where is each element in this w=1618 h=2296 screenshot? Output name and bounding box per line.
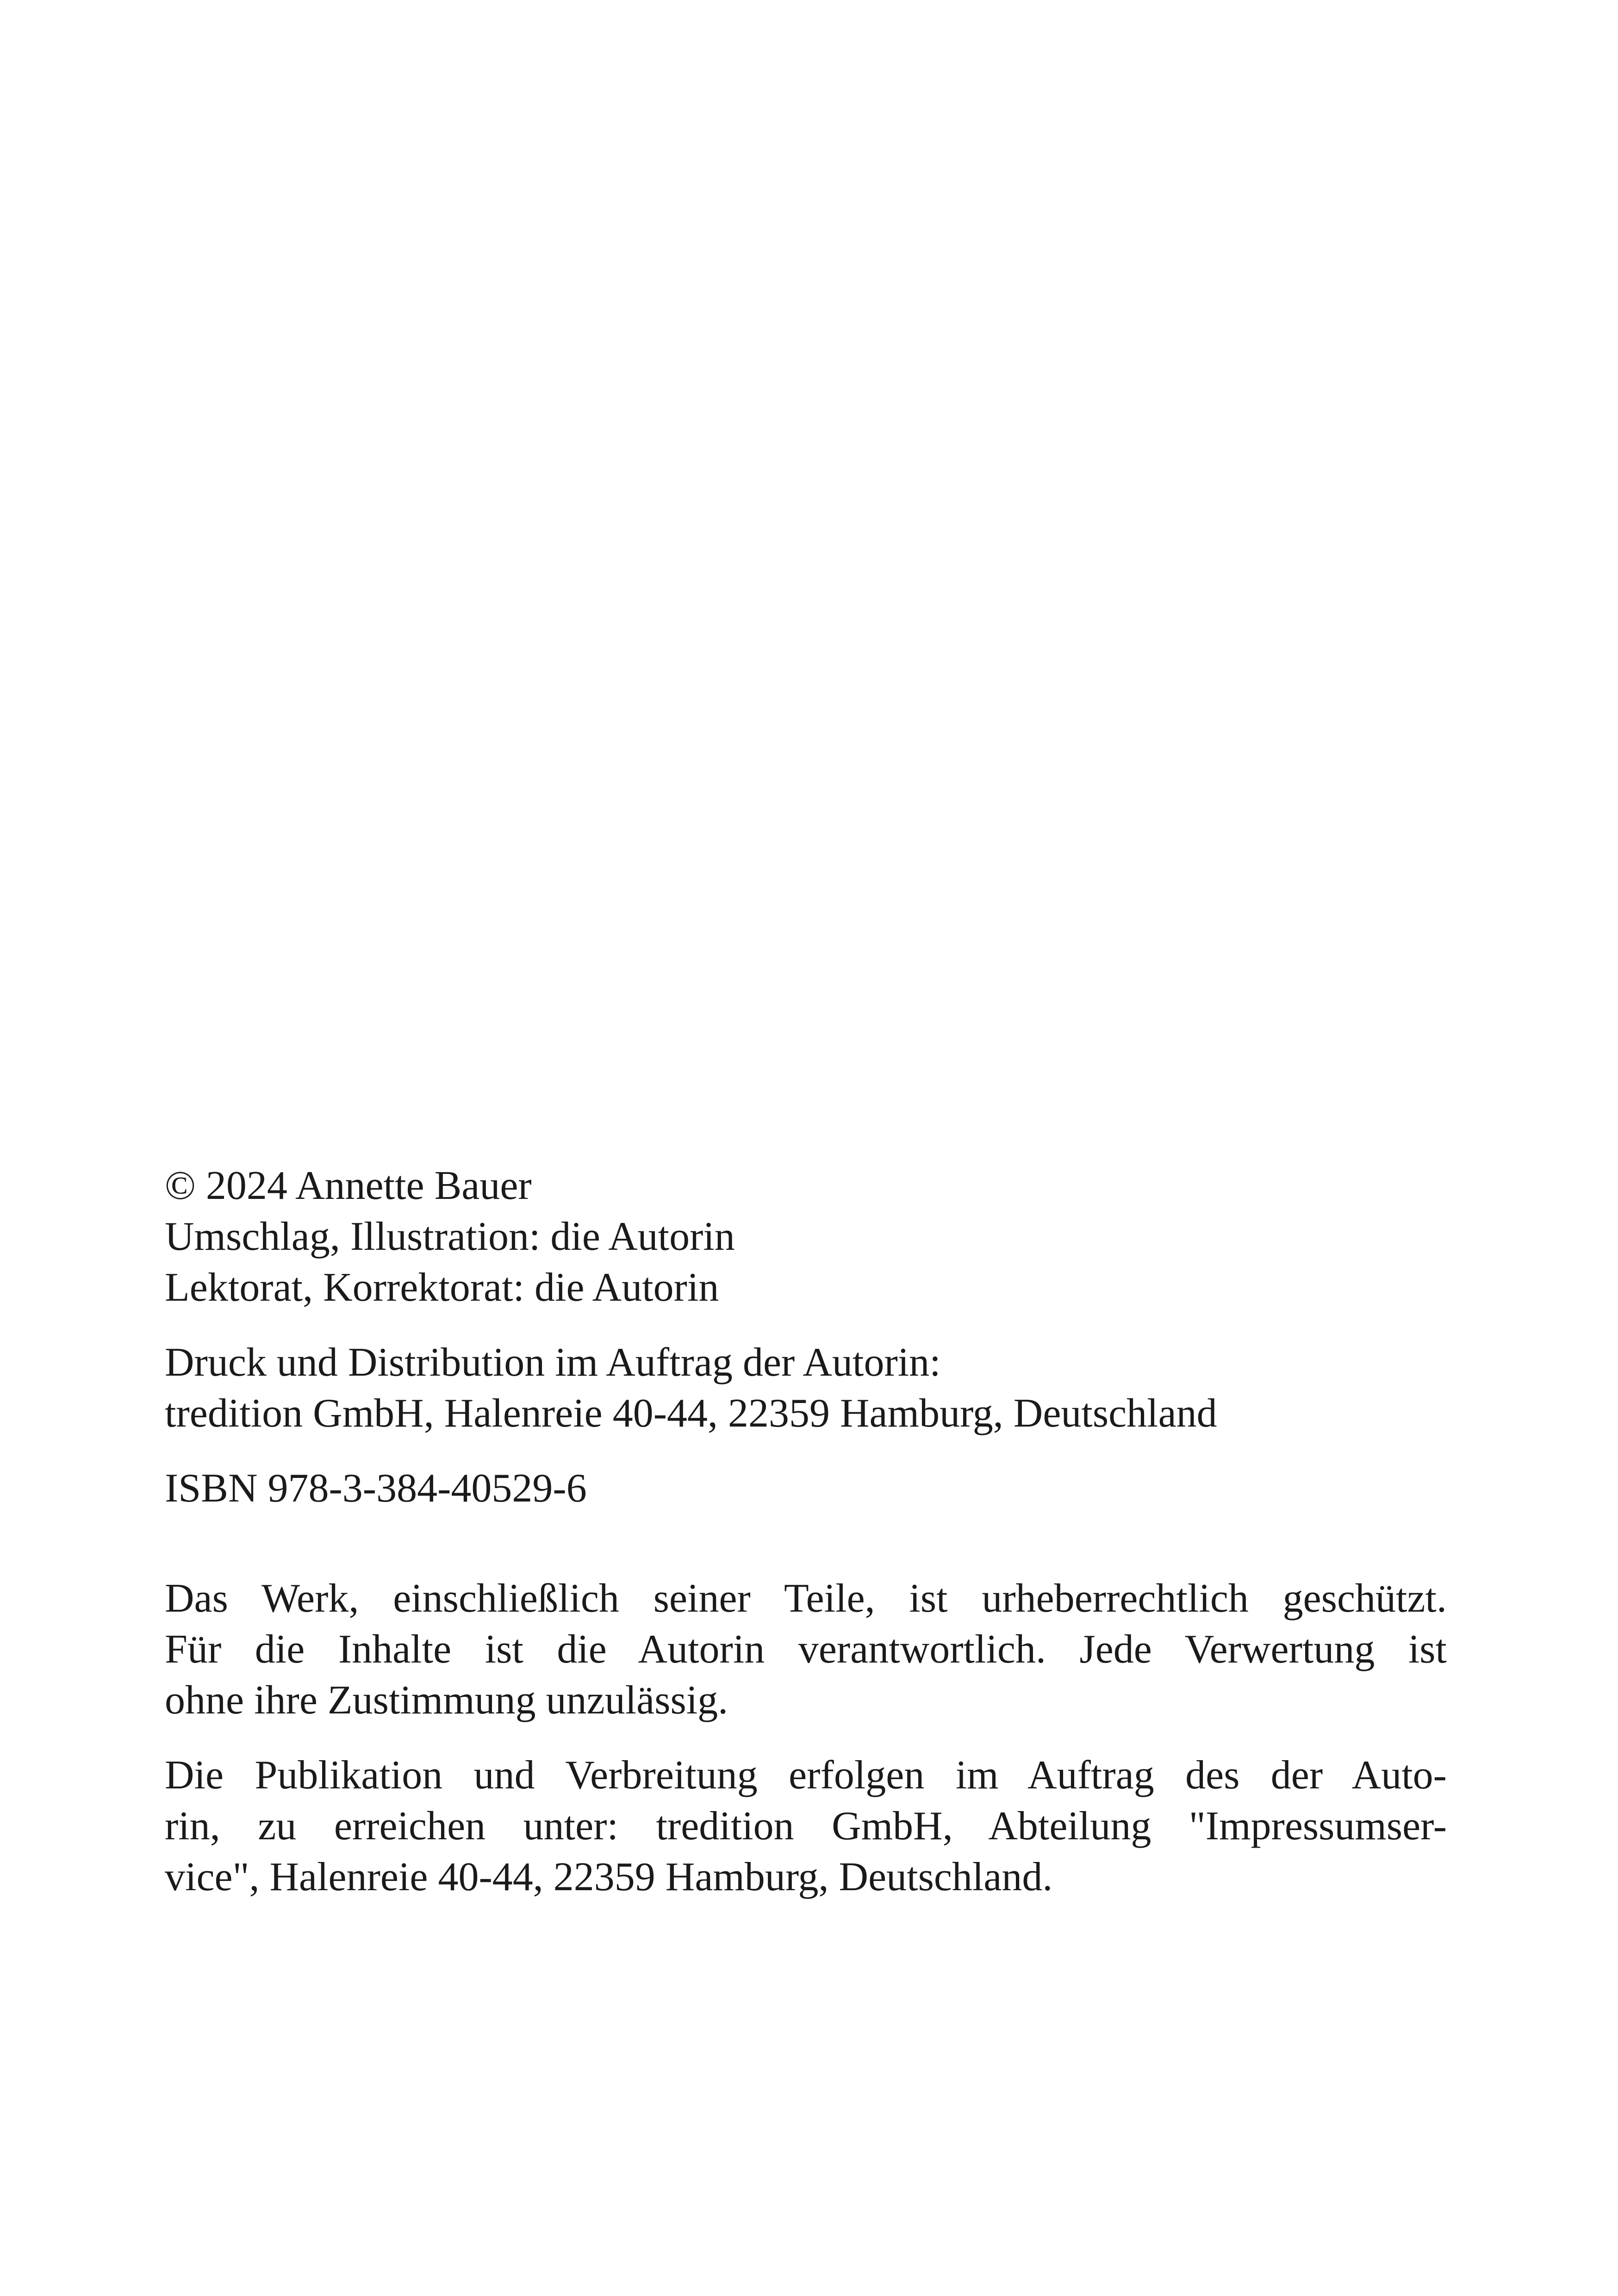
copyright-paragraph-line: Das Werk, einschließlich seiner Teile, ist urheberrechtlich geschützt.	[165, 1576, 1447, 1621]
isbn-line: ISBN 978-3-384-40529-6	[165, 1466, 587, 1511]
publisher-address-line: tredition GmbH, Halenreie 40-44, 22359 Hamburg, Deutschland	[165, 1391, 1217, 1436]
spacer	[165, 1439, 1447, 1463]
spacer	[165, 1514, 1447, 1573]
copyright-paragraph	[165, 1573, 1447, 1726]
copyright-line: © 2024 Annette Bauer	[165, 1163, 532, 1208]
publication-paragraph	[165, 1750, 1447, 1903]
publication-paragraph-line: rin, zu erreichen unter: tredition GmbH, Abteilung "Impressumser-	[165, 1804, 1447, 1849]
spacer	[165, 1313, 1447, 1337]
distribution-line: Druck und Distribution im Auftrag der Autorin:	[165, 1340, 941, 1385]
copyright-paragraph-line: Für die Inhalte ist die Autorin verantwortlich. Jede Verwertung ist	[165, 1627, 1447, 1672]
copyright-paragraph-line: ohne ihre Zustimmung unzulässig.	[165, 1678, 728, 1723]
cover-credit-line: Umschlag, Illustration: die Autorin	[165, 1214, 735, 1259]
publication-paragraph-line: vice", Halenreie 40-44, 22359 Hamburg, Deutschland.	[165, 1855, 1053, 1899]
credits-block	[165, 1160, 1447, 1313]
editing-credit-line: Lektorat, Korrektorat: die Autorin	[165, 1265, 719, 1310]
imprint-block	[165, 1160, 1447, 1903]
distribution-block	[165, 1337, 1447, 1439]
isbn-block	[165, 1463, 1447, 1514]
spacer	[165, 1726, 1447, 1750]
publication-paragraph-line: Die Publikation und Verbreitung erfolgen im Auftrag des der Auto-	[165, 1753, 1447, 1798]
